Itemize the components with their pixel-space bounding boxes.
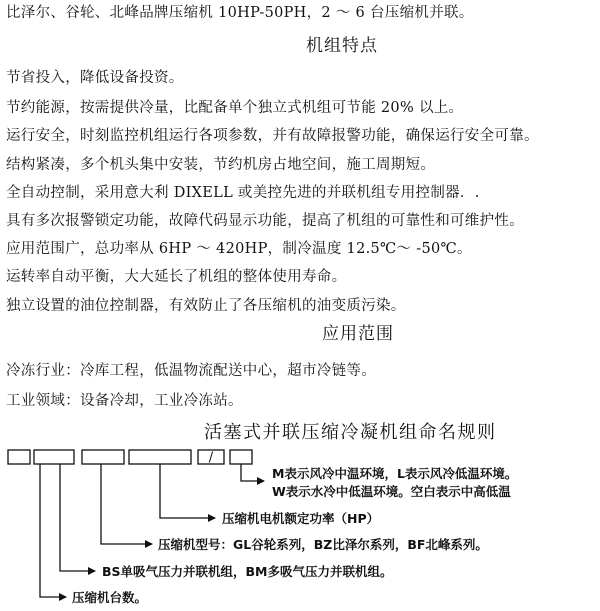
code-box-model	[82, 450, 124, 464]
power-label: 压缩机电机额定功率（HP）	[222, 511, 380, 526]
feature-item: 应用范围广，总功率从 6HP ～ 420HP，制冷温度 12.5℃～ -50℃。	[6, 241, 472, 257]
feature-item: 运行安全，时刻监控机组运行各项参数，并有故障报警功能，确保运行安全可靠。	[6, 128, 539, 144]
naming-heading: 活塞式并联压缩冷凝机组命名规则	[204, 422, 497, 443]
features-heading: 机组特点	[306, 36, 378, 56]
suffix-label-line1: M表示风冷中温环境，L表示风冷低温环境。	[272, 466, 518, 481]
application-item: 冷冻行业：冷库工程，低温物流配送中心，超市冷链等。	[6, 363, 376, 379]
feature-item: 结构紧凑，多个机头集中安装，节约机房占地空间，施工周期短。	[6, 157, 436, 173]
suction-label: BS单吸气压力并联机组，BM多吸气压力并联机组。	[102, 564, 393, 579]
model-label: 压缩机型号：GL谷轮系列，BZ比泽尔系列，BF北峰系列。	[158, 537, 488, 552]
code-box-power	[129, 450, 191, 464]
feature-item: 运转率自动平衡，大大延长了机组的整体使用寿命。	[6, 269, 347, 285]
feature-item: 独立设置的油位控制器，有效防止了各压缩机的油变质污染。	[6, 298, 406, 314]
connector-count	[40, 464, 66, 597]
application-item: 工业领域：设备冷却，工业冷冻站。	[6, 393, 243, 409]
count-label: 压缩机台数。	[72, 590, 148, 605]
code-box-suffix	[230, 450, 252, 464]
intro-text: 比泽尔、谷轮、北峰品牌压缩机 10HP-50PH，2 ～ 6 台压缩机并联。	[6, 5, 474, 21]
feature-item: 节省投入，降低设备投资。	[6, 70, 184, 86]
feature-item: 节约能源，按需提供冷量，比配备单个独立式机组可节能 20% 以上。	[6, 100, 464, 116]
connector-power	[160, 464, 215, 518]
connector-suffix	[241, 464, 264, 481]
applications-heading: 应用范围	[322, 324, 394, 344]
suffix-label-line2: W表示水冷中低温环境。空白表示中高低温	[272, 484, 511, 499]
separator-slash: /	[208, 450, 214, 466]
feature-item: 全自动控制，采用意大利 DIXELL 或美控先进的并联机组专用控制器．.	[6, 185, 480, 201]
feature-item: 具有多次报警锁定功能，故障代码显示功能，提高了机组的可靠性和可维护性。	[6, 213, 524, 229]
connector-suction	[60, 464, 95, 571]
code-box-count	[8, 450, 30, 464]
connector-model	[101, 464, 152, 544]
code-box-suction	[34, 450, 74, 464]
